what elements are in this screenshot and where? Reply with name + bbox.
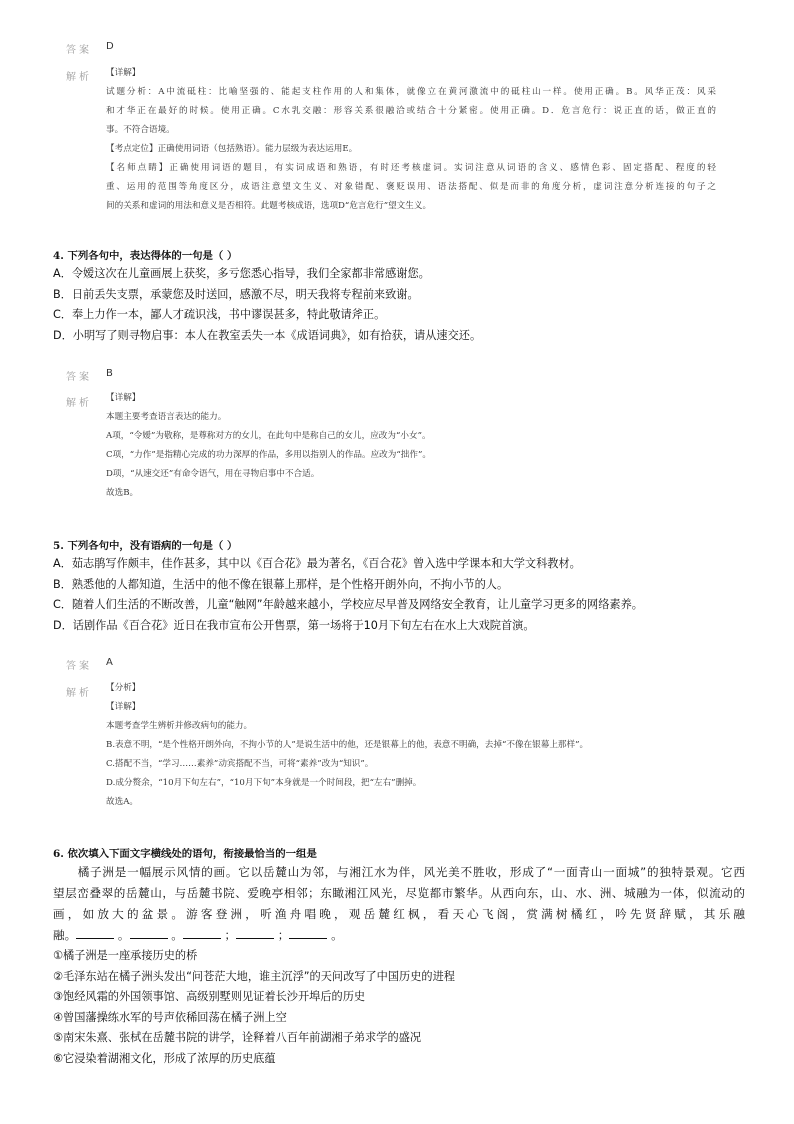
exp-line: D.成分赘余，“10月下旬左右”，“10月下旬”本身就是一个时间段，把“左右”删掉。: [106, 778, 422, 788]
exp-line: C项，“力作”是指精心完成的功力深厚的作品，多用以指别人的作品。应改为“拙作”。: [106, 450, 431, 460]
exp-line: 本题考查学生辨析并修改病句的能力。: [106, 721, 253, 731]
q6-item: ①橘子洲是一座承接历史的桥: [53, 949, 198, 962]
blank-prefix: 融。: [53, 928, 77, 942]
q5-option-a: A．茹志鹃写作颇丰，佳作甚多，其中以《百合花》最为著名，《百合花》曾入选中学课本和大学文科教材。: [53, 557, 581, 570]
q6-passage: [53, 862, 745, 946]
exp-line: D项，“从速交还”有命令语气，用在寻物启事中不合适。: [106, 469, 320, 479]
analysis-label: 解析: [66, 688, 92, 699]
blank-sep: ；: [277, 928, 290, 942]
q6-item: ③饱经风霜的外国领事馆、高级别墅则见证着长沙开埠后的历史: [53, 990, 366, 1003]
answer-label: 答案: [66, 661, 92, 672]
blank-4: [236, 926, 274, 939]
passage-blank-line: [53, 925, 745, 946]
exp-line: 【详解】: [106, 68, 141, 78]
exp-line: 【名师点睛】正确使用词语的题目，有实词成语和熟语，有时还考核虚词。实词注意从词语的含义、感情色彩、固定搭配、程度的轻: [106, 163, 716, 173]
passage-line: 望层峦叠翠的岳麓山，与岳麓书院、爱晚亭相邻；东瞰湘江风光，尽览都市繁华。从西向东，山、水、洲、城融为一体，似流动的: [53, 886, 745, 900]
q6-item: ⑥它浸染着湖湘文化，形成了浓厚的历史底蕴: [53, 1051, 276, 1065]
blank-1: [76, 926, 114, 939]
exp-line: A项，“令嫒”为敬称，是尊称对方的女儿，在此句中是称自己的女儿，应改为“小女”。: [106, 431, 431, 441]
blank-sep: 。: [171, 928, 183, 942]
q4-explanation: [106, 389, 706, 503]
blank-sep: ；: [224, 928, 237, 942]
q5-option-c: C．随着人们生活的不断改善，儿童“触网”年龄越来越小，学校应尽早普及网络安全教育，让儿童学习更多的网络素养。: [53, 598, 643, 611]
answer-value: D: [106, 41, 114, 52]
answer-value: B: [106, 368, 113, 379]
exp-line: 故选B。: [106, 488, 139, 498]
q4-stem: 4. 下列各句中，表达得体的一句是（ ）: [53, 250, 238, 262]
exp-line: 【详解】: [106, 393, 141, 403]
answer-label: 答案: [66, 45, 92, 56]
blank-3: [183, 926, 221, 939]
answer-value: A: [106, 657, 113, 668]
q4-option-d: D．小明写了则寻物启事：本人在教室丢失一本《成语词典》，如有拾获，请从速交还。: [53, 328, 482, 342]
exp-line: 故选A。: [106, 797, 138, 807]
q5-option-d: D．话剧作品《百合花》近日在我市宣布公开售票，第一场将于10月下旬左右在水上大戏院首演。: [53, 618, 535, 632]
q3-explanation: [106, 64, 716, 216]
exp-line: 试题分析：A中流砥柱：比喻坚强的、能起支柱作用的人和集体，就像立在黄河激流中的砥柱山一样。使用正确。B。风华正茂：风采: [106, 87, 716, 97]
q6-item: ⑤南宋朱熹、张栻在岳麓书院的讲学，诠释着八百年前湖湘子弟求学的盛况: [53, 1031, 422, 1044]
q5-explanation: [106, 679, 726, 812]
q6-item: ④曾国藩操练水军的号声依稀回荡在橘子洲上空: [53, 1010, 287, 1024]
q5-options: [53, 554, 643, 636]
blank-5: [289, 926, 327, 939]
q6-item: ②毛泽东站在橘子洲头发出“问苍茫大地，谁主沉浮”的天问改写了中国历史的进程: [53, 969, 455, 983]
exp-line: 间的关系和虚词的用法和意义是否相符。此题考核成语，选项D“危言危行”望文生义。: [106, 201, 432, 211]
q5-option-b: B．熟悉他的人都知道，生活中的他不像在银幕上那样，是个性格开朗外向，不拘小节的人。: [53, 577, 509, 591]
blank-sep: 。: [117, 928, 130, 942]
exp-line: 【分析】: [106, 683, 141, 693]
q5-stem: 5. 下列各句中，没有语病的一句是（ ）: [53, 540, 238, 552]
analysis-label: 解析: [66, 398, 92, 409]
q6-items: [53, 946, 455, 1069]
exp-line: C.搭配不当，“学习……素养”动宾搭配不当，可将“素养”改为“知识”。: [106, 759, 374, 769]
q4-options: [53, 264, 481, 346]
exp-line: 本题主要考查语言表达的能力。: [106, 412, 227, 422]
passage-line: 橘子洲是一幅展示风情的画。它以岳麓山为邻，与湘江水为伴，风光美不胜收，形成了“一面青山一面城”的独特景观。它西: [53, 865, 745, 879]
analysis-label: 解析: [66, 72, 92, 83]
blank-end: 。: [331, 928, 343, 942]
passage-line: 画，如放大的盆景。游客登洲，听渔舟唱晚，观岳麓红枫，看天心飞阁，赏满树橘红，吟先贤辞赋，其乐融: [53, 907, 745, 921]
q6-stem: 6. 依次填入下面文字横线处的语句，衔接最恰当的一组是: [53, 848, 317, 860]
exp-line: 事。不符合语境。: [106, 125, 175, 135]
exp-line: 和才华正在最好的时候。使用正确。C水乳交融：形容关系很融洽或结合十分紧密。使用正确。D．危言危行：说正直的话，做正直的: [106, 106, 716, 116]
exp-line: 重、运用的范围等角度区分，成语注意望文生义、对象错配、褒贬误用、语法搭配、似是而非的角度分析，虚词注意分析连接的句子之: [106, 182, 716, 192]
q4-option-b: B．日前丢失支票，承蒙您及时送回，感激不尽，明天我将专程前来致谢。: [53, 287, 419, 301]
exp-line: 【考点定位】正确使用词语（包括熟语）。能力层级为表达运用E。: [106, 144, 358, 154]
exp-line: 【详解】: [106, 702, 141, 712]
exp-line: B.表意不明，“是个性格开朗外向，不拘小节的人”是说生活中的他，还是银幕上的他，表意不明确，去掉“不像在银幕上那样”。: [106, 740, 589, 750]
q4-option-a: A．令嫒这次在儿童画展上获奖，多亏您悉心指导，我们全家都非常感谢您。: [53, 267, 430, 280]
q4-option-c: C．奉上力作一本，鄙人才疏识浅，书中谬误甚多，特此敬请斧正。: [53, 308, 386, 321]
answer-label: 答案: [66, 372, 92, 383]
blank-2: [130, 926, 168, 939]
